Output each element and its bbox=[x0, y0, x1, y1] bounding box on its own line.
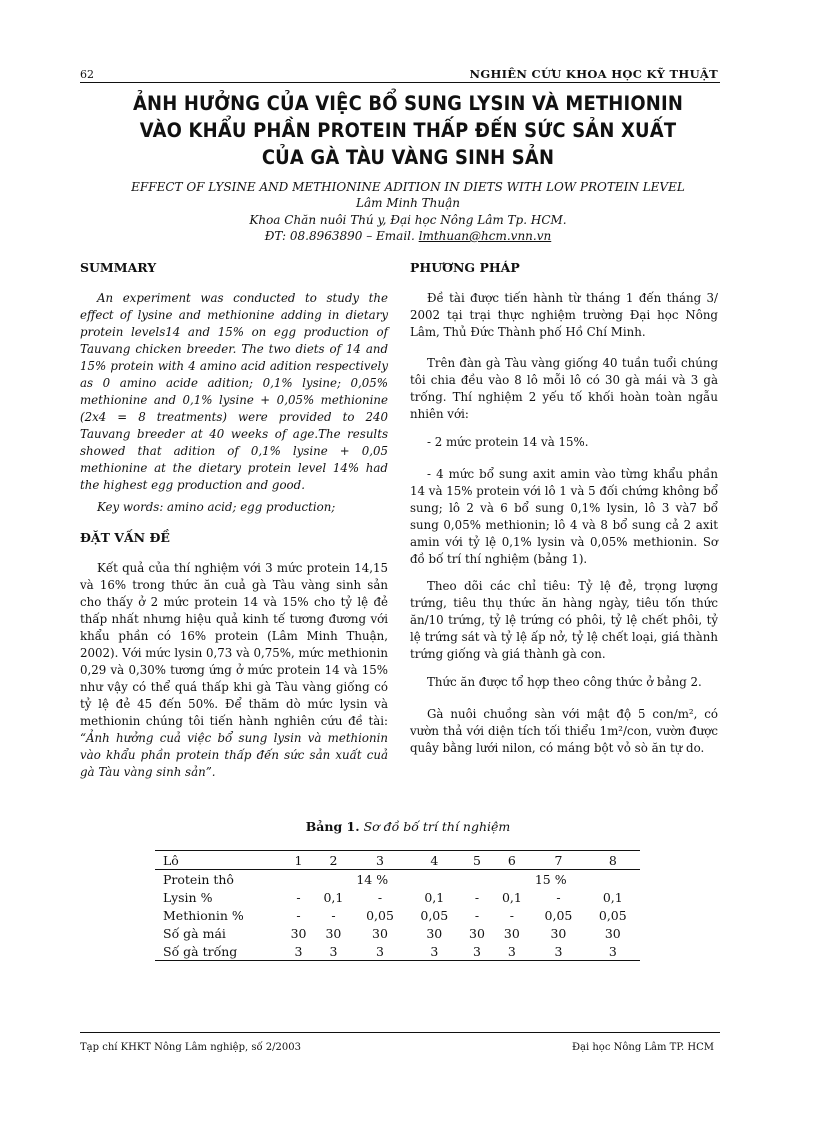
table-cell: 3 bbox=[314, 942, 353, 961]
table-cell-protein-15: 15 % bbox=[534, 871, 567, 887]
table-cell-label: Lysin % bbox=[163, 889, 213, 905]
table-header-cell: 6 bbox=[492, 851, 531, 870]
table-caption bbox=[80, 819, 736, 834]
table-cell: 30 bbox=[469, 925, 485, 941]
table-header-cell: 4 bbox=[407, 851, 461, 870]
affiliation: Khoa Chăn nuôi Thú y, Đại học Nông Lâm Tp. HCM. bbox=[249, 213, 567, 227]
method-bullet-1: - 2 mức protein 14 và 15%. bbox=[427, 435, 589, 449]
table-cell: - bbox=[509, 907, 514, 923]
article-title bbox=[106, 90, 710, 171]
table-cell: 0,1 bbox=[602, 889, 623, 905]
table-cell: - bbox=[474, 889, 480, 905]
contact-phone: ĐT: 08.8963890 – Email. bbox=[264, 229, 415, 243]
method-paragraph-7: Gà nuôi chuồng sàn với mật độ 5 con/m², có vườn thả với diện tích tối thiểu 1m²/con, vườn được quây bằng lưới nilon, có máng bột vỏ sò ăn tự do. bbox=[410, 707, 718, 755]
table-header-cell: Lô bbox=[155, 851, 283, 870]
email-link[interactable]: lmthuan@hcm.vnn.vn bbox=[418, 229, 552, 243]
table-cell: 0,1 bbox=[323, 889, 344, 905]
page-number: 62 bbox=[80, 68, 94, 81]
method-paragraph-1: Đề tài được tiến hành từ tháng 1 đến tháng 3/ 2002 tại trại thực nghiệm trường Đại học Nông Lâm, Thủ Đức Thành phố Hồ Chí Minh. bbox=[410, 291, 718, 339]
method-paragraph-6: Thức ăn được tổ hợp theo công thức ở bảng 2. bbox=[427, 675, 702, 689]
table-cell: 0,1 bbox=[501, 889, 522, 905]
table-row-protein bbox=[155, 870, 640, 889]
table-cell: 3 bbox=[492, 942, 531, 961]
table-cell: 0,05 bbox=[366, 907, 394, 923]
table-header-cell: 5 bbox=[461, 851, 492, 870]
intro-text-quote: “Ảnh hưởng cuả việc bổ sung lysin và methionin vào khẩu phần protein thấp đến sức sản xuất cuả gà Tàu vàng sinh sản”. bbox=[80, 731, 388, 779]
table-cell-label: Methionin % bbox=[163, 907, 244, 923]
table-cell: 3 bbox=[531, 942, 585, 961]
english-title: EFFECT OF LYSINE AND METHIONINE ADITION IN DIETS WITH LOW PROTEIN LEVEL bbox=[131, 180, 685, 194]
author: Lâm Minh Thuận bbox=[355, 196, 461, 210]
table-cell-protein-14: 14 % bbox=[356, 871, 389, 887]
table-cell: - bbox=[331, 907, 336, 923]
table-header-row bbox=[155, 851, 640, 870]
table-header-cell: 2 bbox=[314, 851, 353, 870]
table-cell: 0,05 bbox=[598, 907, 627, 923]
table-header-cell: 7 bbox=[531, 851, 585, 870]
method-heading: PHƯƠNG PHÁP bbox=[410, 260, 520, 275]
table-cell: 30 bbox=[604, 925, 621, 941]
table-cell: 0,05 bbox=[544, 907, 573, 923]
title-line-3: CỦA GÀ TÀU VÀNG SINH SẢN bbox=[261, 146, 555, 169]
footer-rule bbox=[80, 1032, 720, 1033]
experiment-table bbox=[155, 850, 640, 961]
contact-line bbox=[80, 229, 736, 243]
table-cell-label: Số gà mái bbox=[163, 925, 226, 941]
method-paragraph-2: Trên đàn gà Tàu vàng giống 40 tuần tuổi chúng tôi chia đều vào 8 lô mỗi lô có 30 gà mái và 3 gà trống. Thí nghiệm 2 yếu tố khối hoàn toàn ngẫu nhiên với: bbox=[410, 356, 718, 421]
footer-journal: Tạp chí KHKT Nông Lâm nghiệp, số 2/2003 bbox=[80, 1042, 301, 1053]
keywords: Key words: amino acid; egg production; bbox=[97, 500, 336, 514]
method-paragraph-5: Theo dõi các chỉ tiêu: Tỷ lệ đẻ, trọng lượng trứng, tiêu thụ thức ăn hàng ngày, tiêu tốn thức ăn/10 trứng, tỷ lệ trứng có phôi, tỷ lệ chết phôi, tỷ lệ trứng sát và tỷ lệ ấp nở, tỷ lệ chết loại, giá thành trứng giống và giá thành gà con. bbox=[410, 579, 718, 661]
table-header-cell: 1 bbox=[283, 851, 314, 870]
table-cell: 3 bbox=[461, 942, 492, 961]
summary-heading: SUMMARY bbox=[80, 260, 157, 275]
table-cell: - bbox=[556, 889, 561, 905]
table-cell: - bbox=[474, 907, 480, 923]
table-cell: 30 bbox=[372, 925, 388, 941]
intro-text-main: Kết quả của thí nghiệm với 3 mức protein 14,15 và 16% trong thức ăn cuả gà Tàu vàng sinh sản cho thấy ở 2 mức protein 14 và 15% cho tỷ lệ đẻ thấp nhất nhưng hiệu quả kinh tế tương đương với khẩu phần có 16% protein (Lâm Minh Thuận, 2002). Với mức lysin 0,73 và 0,75%, mức methionin 0,29 và 0,30% tương ứng ở mức protein 14 và 15% như vậy có thể quá thấp khi gà Tàu vàng giống có tỷ lệ đẻ 45 đến 50%. Để thăm dò mức lysin và methionin chúng tôi tiến hành nghiên cứu đề tài: bbox=[80, 561, 388, 728]
journal-section-title: NGHIÊN CỨU KHOA HỌC KỸ THUẬT bbox=[469, 67, 718, 81]
footer-university: Đại học Nông Lâm TP. HCM bbox=[571, 1042, 714, 1053]
table-cell: 0,1 bbox=[424, 889, 445, 905]
table-header-cell: 3 bbox=[353, 851, 407, 870]
table-caption-label: Bảng 1. bbox=[305, 819, 360, 834]
table-cell: 30 bbox=[550, 925, 567, 941]
table-row-hens bbox=[155, 924, 640, 942]
summary-text: An experiment was conducted to study the effect of lysine and methionine adding in dietary protein levels14 and 15% on egg production of Tauvang chicken breeder. The two diets of 14 and 15% protein with 4 amino acid adition respectively as 0 amino acide adition; 0,1% lysine; 0,05% methionine and 0,1% lysine + 0,05% methionine (2x4 = 8 treatments) were provided to 240 Tauvang breeder at 40 weeks of age.The results showed that adition of 0,1% lysine + 0,05 methionine at the dietary protein level 14% had the highest egg production and good. bbox=[80, 291, 388, 492]
table-cell: 30 bbox=[426, 925, 443, 941]
title-line-2: VÀO KHẨU PHẦN PROTEIN THẤP ĐẾN SỨC SẢN XUẤT bbox=[139, 119, 677, 142]
table-cell: - bbox=[377, 889, 383, 905]
table-cell-label: Protein thô bbox=[163, 871, 234, 887]
header-rule bbox=[80, 82, 720, 83]
table-cell: 3 bbox=[407, 942, 461, 961]
method-bullet-2: - 4 mức bổ sung axit amin vào từng khẩu phần 14 và 15% protein với lô 1 và 5 đối chứng không bổ sung; lô 2 và 6 bổ sung 0,1% lysin, lô 3 và7 bổ sung 0,05% methionin; lô 4 và 8 bổ sung cả 2 axit amin với tỷ lệ 0,1% lysin và 0,05% methionin. Sơ đồ bố trí thí nghiệm (bảng 1). bbox=[410, 467, 718, 566]
table-header-cell: 8 bbox=[586, 851, 640, 870]
table-cell: 0,05 bbox=[420, 907, 449, 923]
table-row-methionin bbox=[155, 906, 640, 924]
table-cell: - bbox=[296, 889, 301, 905]
table-cell: 30 bbox=[290, 925, 307, 941]
table-cell: 30 bbox=[325, 925, 342, 941]
intro-text bbox=[80, 560, 388, 781]
table-cell: 30 bbox=[503, 925, 520, 941]
table-cell: 3 bbox=[283, 942, 314, 961]
table-row-roosters bbox=[155, 942, 640, 961]
table-cell: - bbox=[296, 907, 301, 923]
table-row-lysin bbox=[155, 888, 640, 906]
table-cell: 3 bbox=[586, 942, 640, 961]
title-line-1: ẢNH HƯỞNG CỦA VIỆC BỔ SUNG LYSIN VÀ METHIONIN bbox=[132, 92, 684, 115]
table-cell-label: Số gà trống bbox=[155, 942, 283, 961]
table-caption-text: Sơ đồ bố trí thí nghiệm bbox=[363, 819, 511, 834]
intro-heading: ĐẶT VẤN ĐỀ bbox=[80, 530, 170, 545]
table-cell: 3 bbox=[353, 942, 407, 961]
